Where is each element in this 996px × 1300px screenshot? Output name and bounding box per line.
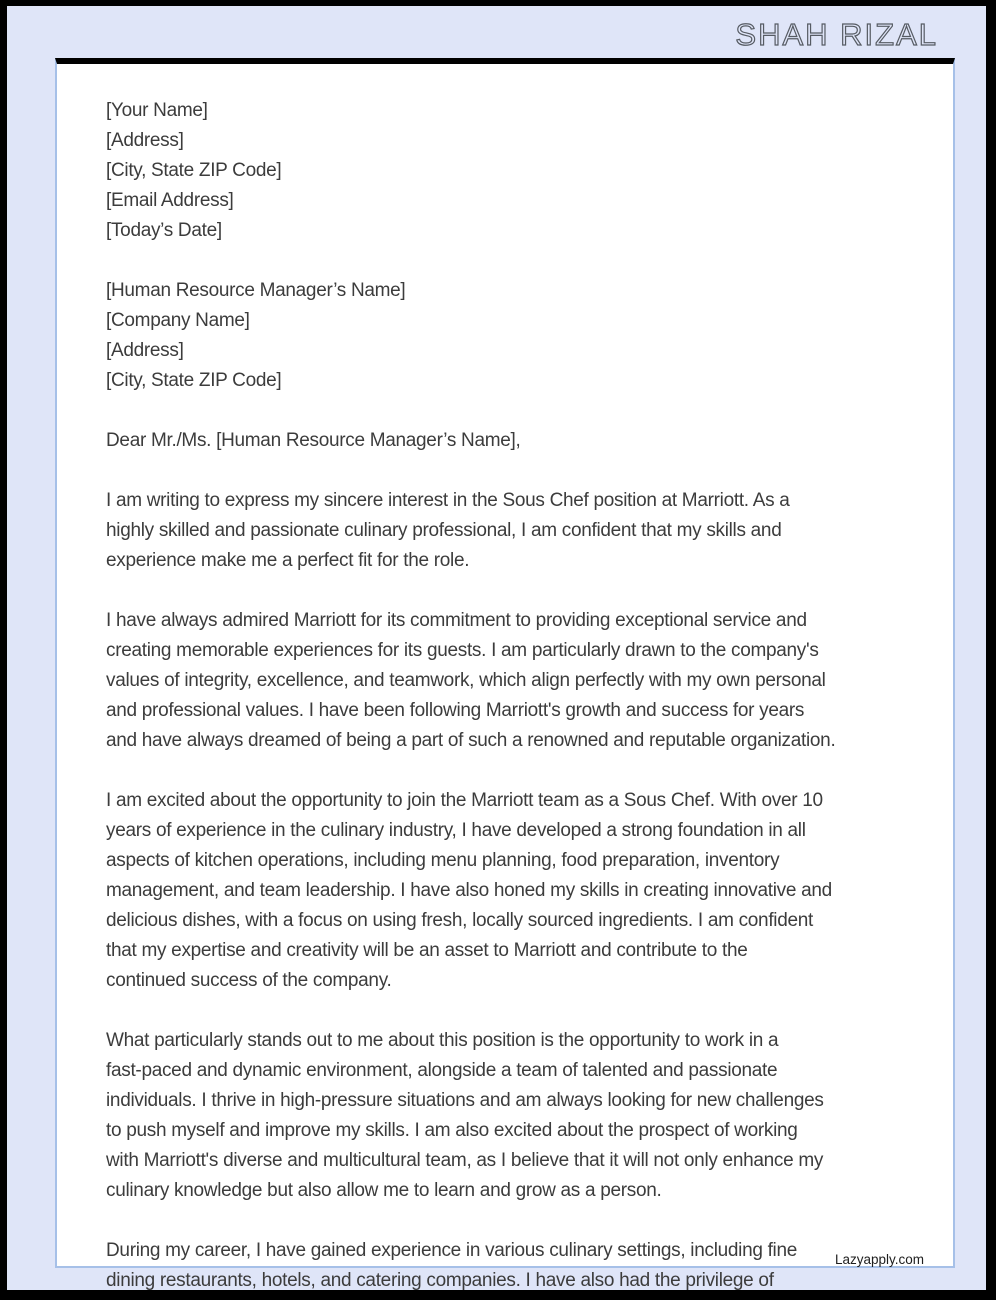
text-line: dining restaurants, hotels, and catering companies. I have also had the privilege of <box>106 1270 774 1291</box>
text-line: values of integrity, excellence, and teamwork, which align perfectly with my own personal <box>106 670 826 691</box>
page-background <box>7 6 986 1290</box>
text-line: management, and team leadership. I have also honed my skills in creating innovative and <box>106 880 832 901</box>
text-line: years of experience in the culinary industry, I have developed a strong foundation in all <box>106 820 806 841</box>
text-line: culinary knowledge but also allow me to learn and grow as a person. <box>106 1180 662 1201</box>
text-line: During my career, I have gained experience in various culinary settings, including fine <box>106 1240 798 1261</box>
paragraph-experience <box>106 786 906 996</box>
text-line: [Human Resource Manager’s Name] <box>106 280 406 301</box>
text-line: continued success of the company. <box>106 970 392 991</box>
watermark: Lazyapply.com <box>834 1252 924 1267</box>
blank-line <box>106 456 906 486</box>
brand-logo: SHAH RIZAL <box>735 17 938 52</box>
text-line: [Email Address] <box>106 190 234 211</box>
text-line: aspects of kitchen operations, including menu planning, food preparation, inventory <box>106 850 780 871</box>
text-line: and have always dreamed of being a part of such a renowned and reputable organization. <box>106 730 836 751</box>
paragraph-position <box>106 1026 906 1206</box>
text-line: and professional values. I have been following Marriott's growth and success for years <box>106 700 805 721</box>
text-line: [Company Name] <box>106 310 250 331</box>
text-line: fast-paced and dynamic environment, alongside a team of talented and passionate <box>106 1060 778 1081</box>
text-line: [City, State ZIP Code] <box>106 370 282 391</box>
text-line: [Today’s Date] <box>106 220 222 241</box>
text-line: to push myself and improve my skills. I am also excited about the prospect of working <box>106 1120 798 1141</box>
text-line: I have always admired Marriott for its commitment to providing exceptional service and <box>106 610 807 631</box>
salutation: Dear Mr./Ms. [Human Resource Manager’s Name], <box>106 430 521 451</box>
text-line: delicious dishes, with a focus on using fresh, locally sourced ingredients. I am confident <box>106 910 814 931</box>
blank-line <box>106 396 906 426</box>
text-line: I am writing to express my sincere interest in the Sous Chef position at Marriott. As a <box>106 490 790 511</box>
text-line: highly skilled and passionate culinary professional, I am confident that my skills and <box>106 520 782 541</box>
paragraph-intro <box>106 486 906 576</box>
blank-line <box>106 246 906 276</box>
text-line: experience make me a perfect fit for the role. <box>106 550 470 571</box>
text-line: [Your Name] <box>106 100 208 121</box>
letter-body <box>106 96 906 1296</box>
blank-line <box>106 1206 906 1236</box>
blank-line <box>106 756 906 786</box>
text-line: that my expertise and creativity will be an asset to Marriott and contribute to the <box>106 940 748 961</box>
sender-address-block <box>106 96 906 246</box>
blank-line <box>106 576 906 606</box>
text-line: [Address] <box>106 130 184 151</box>
paragraph-admiration <box>106 606 906 756</box>
text-line: What particularly stands out to me about this position is the opportunity to work in a <box>106 1030 779 1051</box>
text-line: I am excited about the opportunity to join the Marriott team as a Sous Chef. With over 10 <box>106 790 823 811</box>
paragraph-career <box>106 1236 906 1296</box>
recipient-address-block <box>106 276 906 396</box>
text-line: individuals. I thrive in high-pressure situations and am always looking for new challenges <box>106 1090 824 1111</box>
text-line: [City, State ZIP Code] <box>106 160 282 181</box>
blank-line <box>106 996 906 1026</box>
text-line: creating memorable experiences for its guests. I am particularly drawn to the company's <box>106 640 819 661</box>
text-line: with Marriott's diverse and multicultural team, as I believe that it will not only enhance my <box>106 1150 824 1171</box>
text-line: [Address] <box>106 340 184 361</box>
